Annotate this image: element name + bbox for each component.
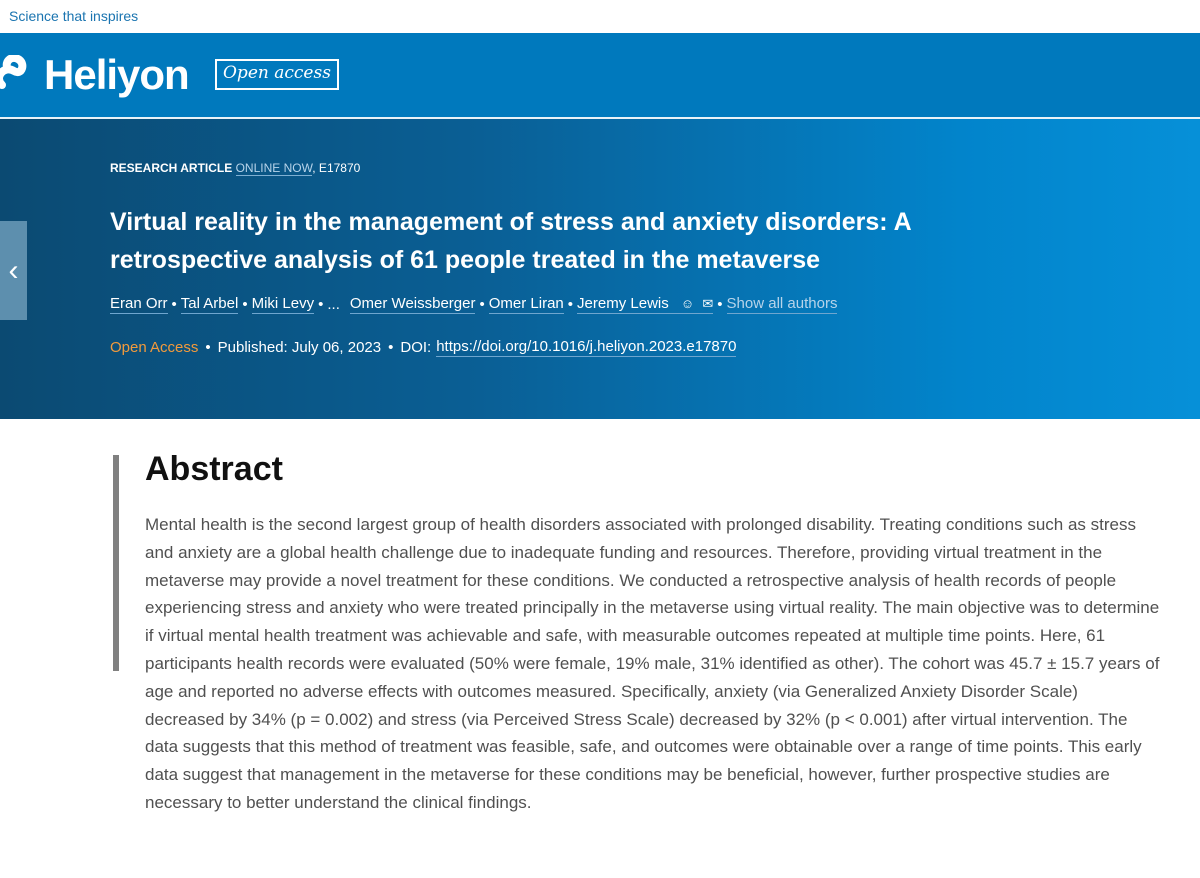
show-all-authors-link[interactable]: Show all authors xyxy=(726,295,838,312)
open-access-label: Open Access xyxy=(110,339,199,356)
doi-link[interactable]: https://doi.org/10.1016/j.heliyon.2023.e17870 xyxy=(436,338,737,355)
open-access-badge: Open access xyxy=(215,59,339,90)
abstract-heading: Abstract xyxy=(145,450,283,488)
doi-label: DOI: xyxy=(400,339,432,356)
heliyon-logo[interactable] xyxy=(0,51,189,99)
authors-ellipsis: ... xyxy=(327,296,340,313)
previous-article-button[interactable] xyxy=(0,221,27,320)
article-meta xyxy=(110,161,360,175)
heliyon-logo-icon xyxy=(0,55,34,95)
article-type: RESEARCH ARTICLE xyxy=(110,161,233,175)
author-link[interactable]: Eran Orr xyxy=(110,295,168,312)
journal-header xyxy=(0,33,1200,117)
article-title: Virtual reality in the management of stress and anxiety disorders: A retrospective analysis of 61 people treated in the metaverse xyxy=(110,208,911,274)
brand-name: Heliyon xyxy=(44,51,189,98)
publication-info: Open Access • Published: July 06, 2023 • DOI: https://doi.org/10.1016/j.heliyon.2023.e17870 xyxy=(110,338,737,356)
chevron-left-icon: ‹ xyxy=(8,253,19,287)
abstract-accent-bar xyxy=(113,455,119,671)
article-id: , E17870 xyxy=(312,161,361,175)
author-link[interactable]: Omer Weissberger xyxy=(349,295,476,312)
email-icon: ✉ xyxy=(702,296,714,311)
author-list: Eran Orr • Tal Arbel • Miki Levy • ... Omer Weissberger • Omer Liran • Jeremy Lewis ☺ ✉ • Show all authors xyxy=(110,295,838,313)
author-link[interactable]: Omer Liran xyxy=(488,295,564,312)
author-link[interactable]: Tal Arbel xyxy=(180,295,239,312)
author-link[interactable]: Miki Levy xyxy=(251,295,315,312)
tagline-link[interactable]: Science that inspires xyxy=(9,8,139,24)
abstract-text: Mental health is the second largest group of health disorders associated with prolonged disability. Treating conditions such as stress and anxiety are a global health challenge due to inadequate funding and resources. Therefore, providing virtual treatment in the metaverse may provide a novel treatment for these conditions. We conducted a retrospective analysis of health records of people experiencing stress and anxiety who were treated principally in the metaverse using virtual reality. The main objective was to determine if virtual mental health treatment was achievable and safe, with measurable outcomes repeated at multiple time points. Here, 61 participants health records were evaluated (50% were female, 19% male, 31% identified as other). The cohort was 45.7 ± 15.7 years of age and reported no adverse effects with outcomes measured. Specifically, anxiety (via Generalized Anxiety Disorder Scale) decreased by 34% (p = 0.002) and stress (via Perceived Stress Scale) decreased by 32% (p < 0.001) after virtual intervention. The data suggests that this method of treatment was feasible, safe, and outcomes were obtainable over a range of time points. This early data suggest that management in the metaverse for these conditions may be beneficial, however, further prospective studies are necessary to better understand the clinical findings. xyxy=(145,515,1160,812)
online-now-link[interactable]: ONLINE NOW xyxy=(235,161,313,175)
author-link-corresponding[interactable]: Jeremy Lewis ☺ ✉ xyxy=(577,295,714,312)
published-date: Published: July 06, 2023 xyxy=(217,339,382,356)
article-hero xyxy=(0,119,1200,419)
person-icon: ☺ xyxy=(680,296,695,311)
